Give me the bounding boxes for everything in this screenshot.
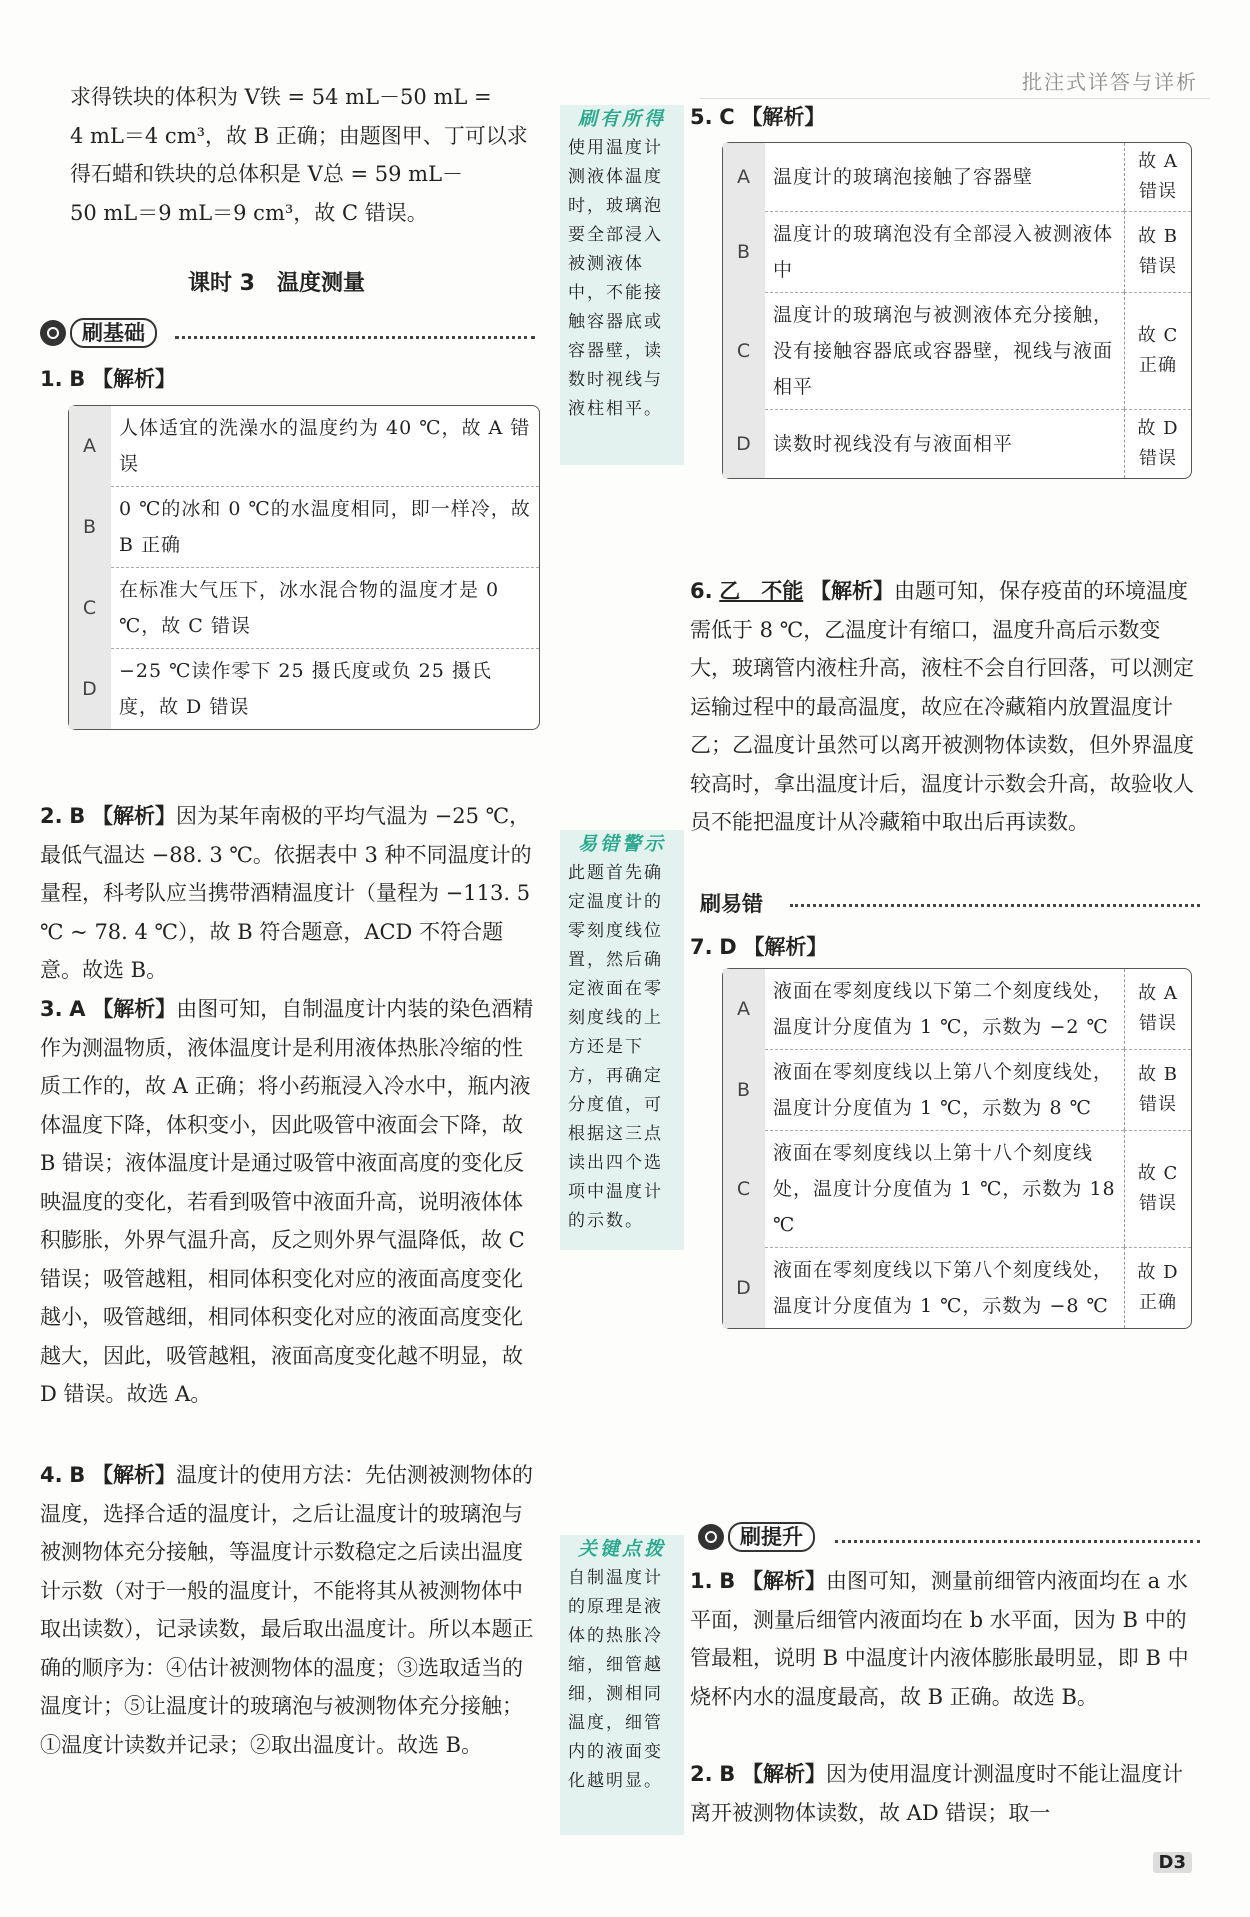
option-letter: D [69, 648, 111, 729]
t1-jiexi: 【解析】 [741, 1569, 826, 1593]
t1-text: 由图可知，测量前细管内液面均在 a 水平面，测量后细管内液面均在 b 水平面，因为 B 中的管最粗，说明 B 中温度计内液体膨胀最明显，即 B 中烧杯内水的温度最高，故 B 正确。故选 B。 [690, 1569, 1189, 1709]
intro-line: 50 mL＝9 mL＝9 cm³，故 C 错误。 [70, 200, 428, 225]
q1-number: 1. [40, 367, 63, 391]
option-text: 读数时视线没有与液面相平 [765, 409, 1124, 478]
q4-answer: B [69, 1463, 86, 1487]
t2-text: 因为使用温度计测温度时不能让温度计离开被测物体读数，故 AD 错误；取一 [690, 1762, 1183, 1825]
q3-jiexi: 【解析】 [92, 997, 177, 1021]
note-body: 此题首先确定温度计的零刻度线位置，然后确定液面在零刻度线的上方还是下方，再确定分度值，可根据这三点读出四个选项中温度计的示数。 [568, 863, 663, 1231]
section-badge-tisheng: 刷提升 [698, 1522, 815, 1552]
q7-number: 7. [690, 935, 713, 959]
option-row [723, 1130, 1191, 1247]
q7-jiexi: 【解析】 [743, 935, 828, 959]
option-row [723, 143, 1191, 211]
intro-line: 得石蜡和铁块的总体积是 V总 = 59 mL－ [70, 162, 464, 186]
t2-block [690, 1755, 1200, 1832]
q6-answer: 乙 不能 [719, 579, 804, 603]
side-note-1 [560, 105, 684, 465]
q1-heading [40, 360, 176, 399]
q2-jiexi: 【解析】 [91, 804, 176, 828]
option-row [723, 292, 1191, 409]
side-note-3 [560, 1535, 684, 1835]
q2-number: 2. [40, 804, 63, 828]
q1-options-table [68, 405, 540, 730]
section-badge-jichu: 刷基础 [40, 318, 157, 348]
q4-jiexi: 【解析】 [91, 1463, 176, 1487]
q7-options-table [722, 968, 1192, 1329]
q2-text: 因为某年南极的平均气温为 −25 ℃，最低气温达 −88. 3 ℃。依据表中 3 种不同温度计的量程，科考队应当携带酒精温度计（量程为 −113. 5 ℃ ~ 78. 4 ℃），故 B 符合题意，ACD 不符合题意。故选 B。 [40, 804, 532, 982]
side-note-2 [560, 830, 684, 1250]
page-number: D3 [1153, 1852, 1192, 1873]
q5-options-table [722, 142, 1192, 479]
q4-text: 温度计的使用方法：先估测被测物体的温度，选择合适的温度计，之后让温度计的玻璃泡与被测物体充分接触，等温度计示数稳定之后读出温度计示数（对于一般的温度计，不能将其从被测物体中取出读数），记录读数，最后取出温度计。所以本题正确的顺序为：④估计被测物体的温度；③选取适当的温度计；⑤让温度计的玻璃泡与被测物体充分接触；①温度计读数并记录；②取出温度计。故选 B。 [40, 1463, 534, 1757]
note-body: 使用温度计测液体温度时，玻璃泡要全部浸入被测液体中，不能接触容器底或容器壁，读数时视线与液柱相平。 [568, 138, 663, 419]
q1-jiexi: 【解析】 [91, 367, 176, 391]
note-body: 自制温度计的原理是液体的热胀冷缩，细管越细，测相同温度，细管内的液面变化越明显。 [568, 1568, 663, 1791]
option-text: −25 ℃读作零下 25 摄氏度或负 25 摄氏度，故 D 错误 [111, 648, 539, 729]
option-text: 温度计的玻璃泡没有全部浸入被测液体中 [765, 211, 1124, 292]
option-letter: D [723, 1247, 765, 1328]
option-row [723, 1247, 1191, 1328]
note-heading: 刷有所得 [577, 108, 666, 130]
q5-jiexi: 【解析】 [741, 105, 826, 129]
q7-answer: D [719, 935, 737, 959]
q2-answer: B [69, 804, 86, 828]
option-text: 液面在零刻度线以下第二个刻度线处，温度计分度值为 1 ℃，示数为 −2 ℃ [773, 980, 1114, 1038]
option-letter: D [723, 409, 765, 478]
q3-answer: A [69, 997, 86, 1021]
option-row [69, 567, 539, 648]
t2-jiexi: 【解析】 [741, 1762, 826, 1786]
option-text: 液面在零刻度线以上第八个刻度线处，温度计分度值为 1 ℃，示数为 8 ℃ [765, 1049, 1124, 1130]
option-letter: B [69, 486, 111, 567]
option-letter: B [723, 211, 765, 292]
option-letter: C [723, 1130, 765, 1247]
q5-answer: C [719, 105, 735, 129]
q1-answer: B [69, 367, 86, 391]
intro-line: 求得铁块的体积为 V铁 = 54 mL－50 mL = [70, 85, 492, 109]
t2-number: 2. [690, 1762, 713, 1786]
q4-number: 4. [40, 1463, 63, 1487]
q5-number: 5. [690, 105, 713, 129]
q5-heading [690, 98, 825, 137]
option-letter: A [723, 143, 765, 211]
option-row [69, 648, 539, 729]
note-heading: 易错警示 [577, 833, 666, 855]
option-verdict: 故 A 错误 [1124, 143, 1191, 211]
option-letter: A [723, 969, 765, 1049]
page-header: 批注式详答与详析 [1022, 70, 1198, 94]
intro-paragraph [70, 78, 540, 232]
option-text: 人体适宜的洗澡水的温度约为 40 ℃，故 A 错误 [119, 417, 531, 475]
q2-block [40, 797, 540, 990]
t1-answer: B [719, 1569, 736, 1593]
section-label-yicuo: 刷易错 [700, 892, 763, 916]
option-verdict: 故 D 正确 [1124, 1247, 1191, 1328]
option-verdict: 故 B 错误 [1124, 211, 1191, 292]
option-letter: C [723, 292, 765, 409]
section-divider [835, 1540, 1200, 1543]
q6-block [690, 572, 1200, 842]
option-text: 液面在零刻度线以下第八个刻度线处，温度计分度值为 1 ℃，示数为 −8 ℃ [765, 1247, 1124, 1328]
section-divider [175, 336, 535, 339]
intro-line: 4 mL＝4 cm³，故 B 正确；由题图甲、丁可以求 [70, 123, 528, 148]
option-row [723, 409, 1191, 478]
t1-number: 1. [690, 1569, 713, 1593]
option-letter: A [69, 406, 111, 486]
t2-answer: B [719, 1762, 736, 1786]
brush-icon [40, 320, 66, 346]
option-row [723, 969, 1191, 1049]
option-row [723, 1049, 1191, 1130]
q7-heading [690, 928, 827, 967]
option-verdict: 故 D 错误 [1124, 409, 1191, 478]
option-verdict: 故 A 错误 [1124, 969, 1191, 1049]
q3-number: 3. [40, 997, 63, 1021]
q3-block [40, 990, 540, 1414]
option-row [723, 211, 1191, 292]
brush-icon [698, 1524, 724, 1550]
note-heading: 关键点拨 [577, 1538, 666, 1560]
q6-number: 6. [690, 579, 713, 603]
option-text: 温度计的玻璃泡接触了容器壁 [773, 166, 1034, 188]
option-text: 0 ℃的冰和 0 ℃的水温度相同，即一样冷，故 B 正确 [111, 486, 539, 567]
option-verdict: 故 B 错误 [1124, 1049, 1191, 1130]
option-letter: C [69, 567, 111, 648]
option-verdict: 故 C 正确 [1124, 292, 1191, 409]
lesson-title: 课时 3 温度测量 [188, 271, 365, 296]
t1-block [690, 1562, 1200, 1716]
option-text: 液面在零刻度线以上第十八个刻度线处，温度计分度值为 1 ℃，示数为 18 ℃ [765, 1130, 1124, 1247]
q6-text: 由题可知，保存疫苗的环境温度需低于 8 ℃，乙温度计有缩口，温度升高后示数变大，玻璃管内液柱升高，液柱不会自行回落，可以测定运输过程中的最高温度，故应在冷藏箱内放置温度计乙；乙温度计虽然可以离开被测物体读数，但外界温度较高时，拿出温度计后，温度计示数会升高，故验收人员不能把温度计从冷藏箱中取出后再读数。 [690, 579, 1194, 834]
q3-text: 由图可知，自制温度计内装的染色酒精作为测温物质，液体温度计是利用液体热胀冷缩的性质工作的，故 A 正确；将小药瓶浸入冷水中，瓶内液体温度下降，体积变小，因此吸管中液面会下降，故 B 错误；液体温度计是通过吸管中液面高度的变化反映温度的变化，若看到吸管中液面升高，说明液体体积膨胀，外界气温升高，反之则外界气温降低，故 C 错误；吸管越粗，相同体积变化对应的液面高度变化越小，吸管越细，相同体积变化对应的液面高度变化越大，因此，吸管越粗，液面高度变化越不明显，故 D 错误。故选 A。 [40, 997, 534, 1406]
option-letter: B [723, 1049, 765, 1130]
option-text: 在标准大气压下，冰水混合物的温度才是 0 ℃，故 C 错误 [111, 567, 539, 648]
option-row [69, 406, 539, 486]
option-verdict: 故 C 错误 [1124, 1130, 1191, 1247]
section-divider [790, 904, 1200, 907]
option-row [69, 486, 539, 567]
option-text: 温度计的玻璃泡与被测液体充分接触，没有接触容器底或容器壁，视线与液面相平 [765, 292, 1124, 409]
q6-jiexi: 【解析】 [809, 579, 894, 603]
q4-block [40, 1456, 540, 1764]
